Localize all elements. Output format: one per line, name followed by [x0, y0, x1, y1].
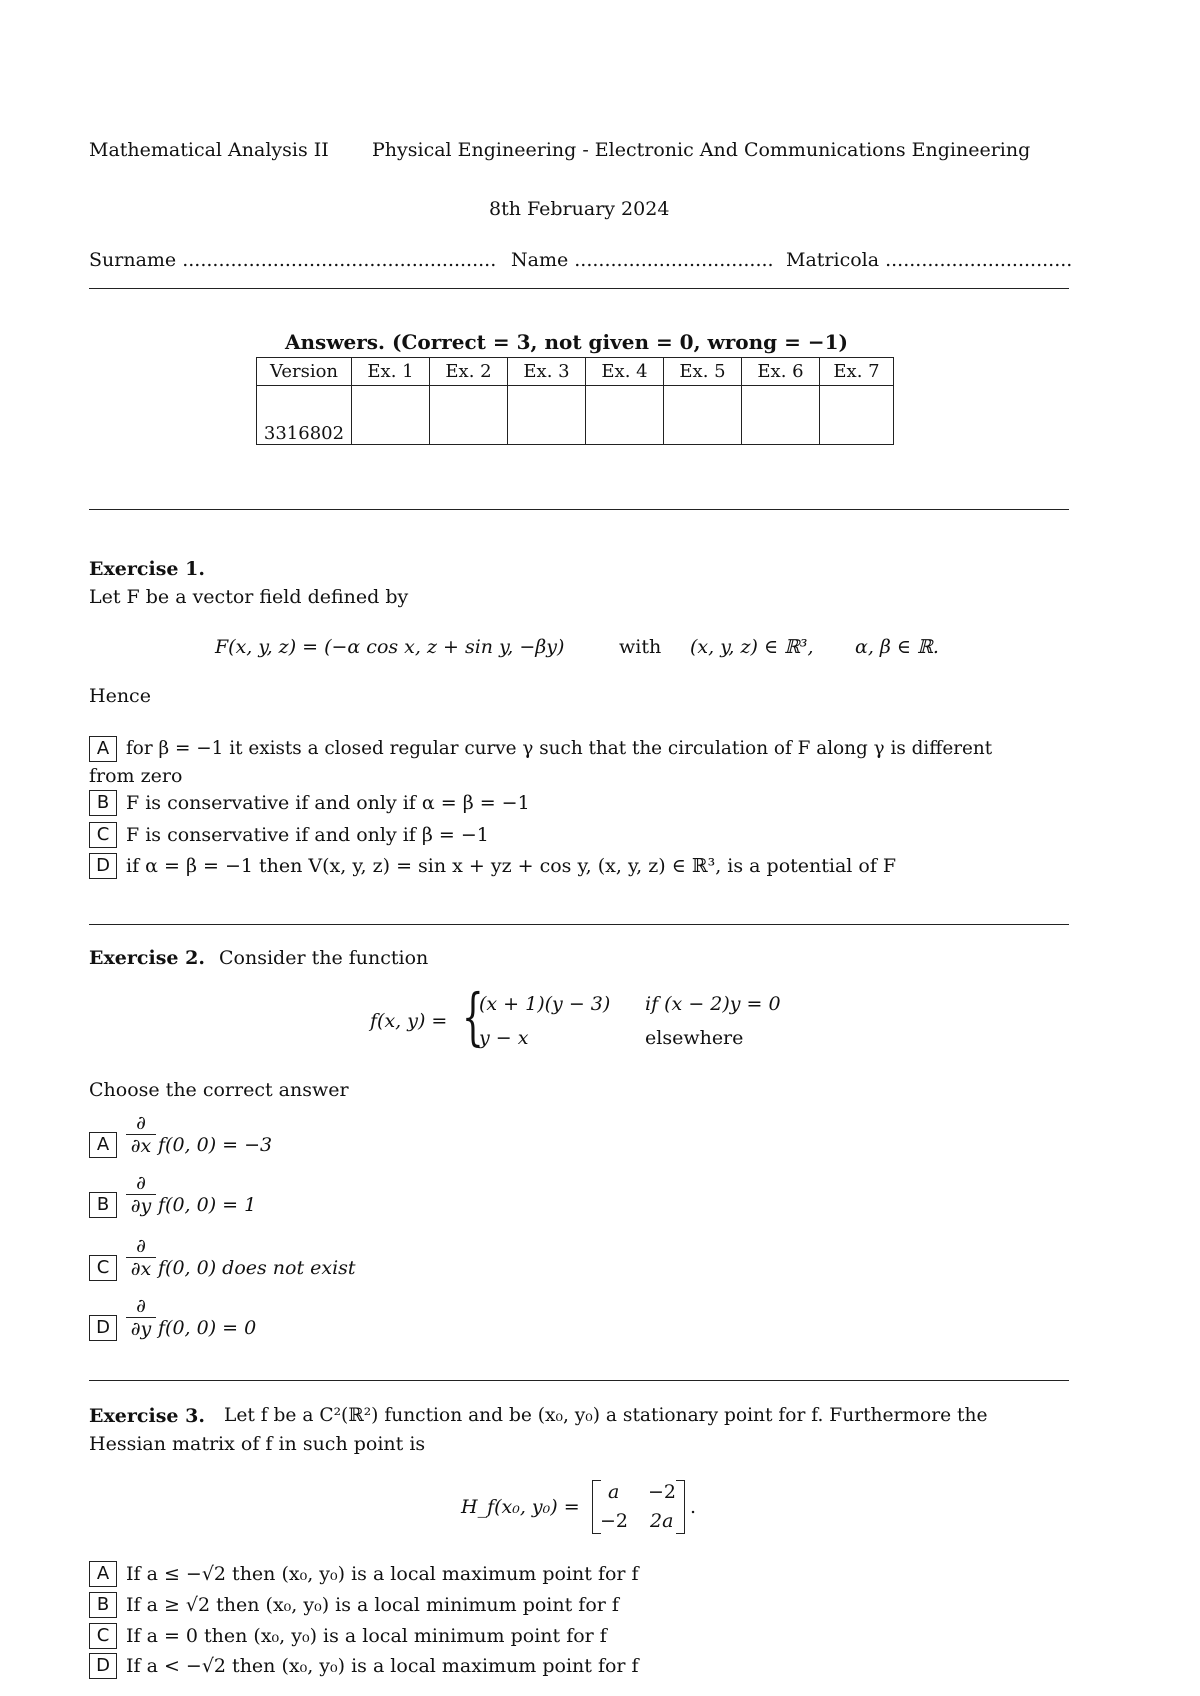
ex2-option-b-text: f(0, 0) = 1 [158, 1194, 257, 1216]
col-ex7: Ex. 7 [820, 358, 894, 386]
answer-cell-ex7[interactable] [820, 386, 894, 445]
ex3-m21: −2 [600, 1510, 629, 1532]
ex1-option-b-text: F is conservative if and only if α = β = −1 [126, 792, 530, 814]
ex2-option-d-num: ∂ [126, 1295, 156, 1318]
ex2-option-a-den: ∂x [130, 1135, 152, 1157]
ex2-option-c-text: f(0, 0) does not exist [158, 1257, 356, 1279]
ex3-option-d-text: If a < −√2 then (x₀, y₀) is a local maximum point for f [126, 1655, 639, 1677]
ex1-option-a-box[interactable]: A [89, 736, 117, 762]
ex3-m12: −2 [648, 1481, 677, 1503]
name-field: Name ................................. [511, 249, 774, 271]
col-ex6: Ex. 6 [742, 358, 820, 386]
ex2-option-c-box[interactable]: C [89, 1255, 117, 1281]
ex2-intro: Consider the function [219, 947, 429, 969]
ex2-option-a-text: f(0, 0) = −3 [158, 1134, 273, 1156]
ex3-m11: a [608, 1481, 620, 1503]
ex2-case2: y − x [479, 1027, 529, 1049]
col-ex2: Ex. 2 [430, 358, 508, 386]
ex3-intro2: Hessian matrix of f in such point is [89, 1433, 426, 1455]
ex1-title: Exercise 1. [89, 558, 205, 580]
ex3-option-c-box[interactable]: C [89, 1623, 117, 1649]
ex2-option-d-den: ∂y [130, 1318, 152, 1340]
ex3-tail: . [690, 1496, 697, 1518]
ex3-option-a-text: If a ≤ −√2 then (x₀, y₀) is a local maximum point for f [126, 1563, 639, 1585]
ex2-option-d-fraction [126, 1295, 156, 1340]
surname-field: Surname .................................................... [89, 249, 497, 271]
ex1-option-d-text: if α = β = −1 then V(x, y, z) = sin x + yz + cos y, (x, y, z) ∈ ℝ³, is a potential of F [126, 855, 897, 877]
ex1-option-c-text: F is conservative if and only if β = −1 [126, 824, 489, 846]
ex1-option-a-text: for β = −1 it exists a closed regular curve γ such that the circulation of F along γ is different [126, 738, 993, 759]
exam-date: 8th February 2024 [489, 198, 670, 220]
ex2-brace: { [462, 980, 484, 1053]
ex2-choose: Choose the correct answer [89, 1079, 349, 1101]
answer-cell-ex5[interactable] [664, 386, 742, 445]
ex2-option-b-num: ∂ [126, 1172, 156, 1195]
ex3-m22: 2a [650, 1510, 674, 1532]
col-ex1: Ex. 1 [352, 358, 430, 386]
answers-title: Answers. (Correct = 3, not given = 0, wrong = −1) [285, 330, 848, 354]
ex2-option-c-num: ∂ [126, 1235, 156, 1258]
matricola-field: Matricola ............................... [786, 249, 1073, 271]
course-title: Mathematical Analysis II [89, 139, 329, 161]
ex3-intro: Let f be a C²(ℝ²) function and be (x₀, y₀) a stationary point for f. Furthermore the [224, 1405, 988, 1426]
ex1-params: α, β ∈ ℝ. [855, 636, 939, 658]
ex2-cond2: elsewhere [645, 1027, 744, 1049]
ex3-option-d-box[interactable]: D [89, 1653, 117, 1679]
ex2-option-b-box[interactable]: B [89, 1192, 117, 1218]
answer-cell-ex3[interactable] [508, 386, 586, 445]
answer-cell-ex6[interactable] [742, 386, 820, 445]
ex2-option-a-box[interactable]: A [89, 1132, 117, 1158]
ex2-option-b-den: ∂y [130, 1195, 152, 1217]
ex2-divider [89, 1380, 1069, 1381]
ex3-title: Exercise 3. [89, 1405, 205, 1427]
ex1-option-a-cont: from zero [89, 765, 183, 787]
ex2-cond1: if (x − 2)y = 0 [645, 993, 781, 1015]
ex3-option-b-box[interactable]: B [89, 1592, 117, 1618]
ex1-option-d-box[interactable]: D [89, 853, 117, 879]
col-ex4: Ex. 4 [586, 358, 664, 386]
ex3-lhs: H_f(x₀, y₀) = [461, 1496, 580, 1518]
ex2-title: Exercise 2. [89, 947, 205, 969]
ex3-option-b-text: If a ≥ √2 then (x₀, y₀) is a local minimum point for f [126, 1594, 619, 1616]
ex1-formula: F(x, y, z) = (−α cos x, z + sin y, −βy) [215, 636, 565, 658]
ex3-option-c-text: If a = 0 then (x₀, y₀) is a local minimum point for f [126, 1625, 607, 1647]
ex2-option-c-den: ∂x [130, 1258, 152, 1280]
ex3-option-a-box[interactable]: A [89, 1561, 117, 1587]
ex1-domain: (x, y, z) ∈ ℝ³, [690, 636, 814, 658]
ex2-option-b-fraction [126, 1172, 156, 1217]
col-ex5: Ex. 5 [664, 358, 742, 386]
ex1-divider [89, 924, 1069, 925]
ex2-option-a-num: ∂ [126, 1112, 156, 1135]
version-number: 3316802 [257, 386, 352, 445]
ex1-option-b-box[interactable]: B [89, 790, 117, 816]
ex2-option-a-fraction [126, 1112, 156, 1157]
table-divider [89, 509, 1069, 510]
answer-cell-ex4[interactable] [586, 386, 664, 445]
col-ex3: Ex. 3 [508, 358, 586, 386]
ex2-lhs: f(x, y) = [370, 1010, 448, 1032]
ex1-option-c-box[interactable]: C [89, 822, 117, 848]
col-version: Version [257, 358, 352, 386]
ex1-hence: Hence [89, 685, 151, 707]
ex1-intro: Let F be a vector field defined by [89, 586, 409, 608]
ex1-with: with [619, 636, 662, 658]
ex2-case1: (x + 1)(y − 3) [479, 993, 611, 1015]
ex2-option-d-box[interactable]: D [89, 1315, 117, 1341]
ex3-matrix-right-bracket [676, 1480, 685, 1534]
ex2-option-c-fraction [126, 1235, 156, 1280]
header-divider [89, 288, 1069, 289]
programme-title: Physical Engineering - Electronic And Communications Engineering [372, 139, 1031, 161]
answer-cell-ex1[interactable] [352, 386, 430, 445]
answer-cell-ex2[interactable] [430, 386, 508, 445]
ex2-option-d-text: f(0, 0) = 0 [158, 1317, 257, 1339]
answers-table [256, 357, 894, 445]
